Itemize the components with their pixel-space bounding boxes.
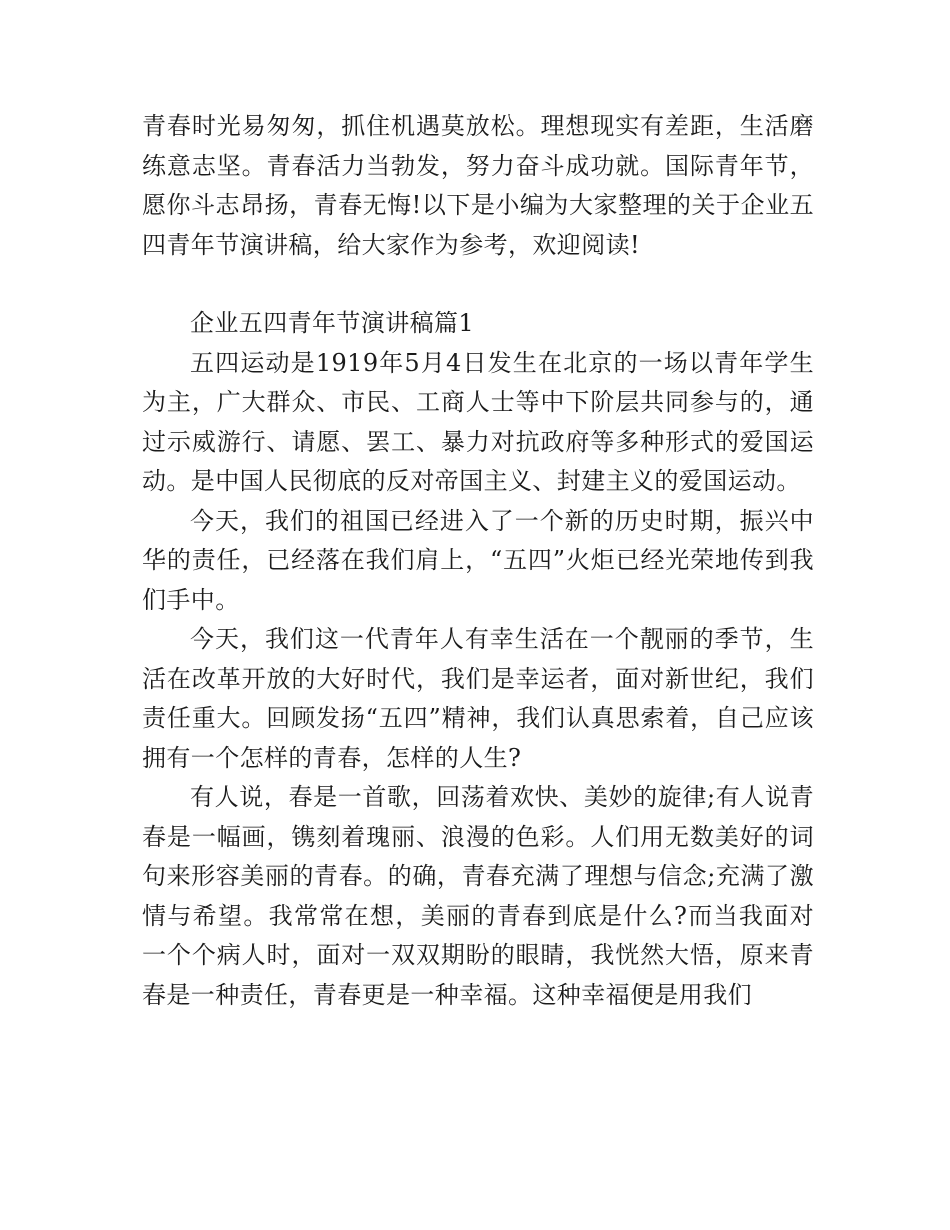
body-paragraph-1: 五四运动是1919年5月4日发生在北京的一场以青年学生为主，广大群众、市民、工商人士等中下阶层共同参与的，通过示威游行、请愿、罢工、暴力对抗政府等多种形式的爱国运动。是中国人民彻底的反对帝国主义、封建主义的爱国运动。 — [142, 348, 814, 495]
document-body — [142, 107, 814, 1015]
section-heading: 企业五四青年节演讲稿篇1 — [190, 309, 475, 337]
body-paragraph-3: 今天，我们这一代青年人有幸生活在一个靓丽的季节，生活在改革开放的大好时代，我们是幸运者，面对新世纪，我们责任重大。回顾发扬“五四”精神，我们认真思索着，自己应该拥有一个怎样的青春，怎样的人生? — [142, 625, 814, 772]
body-paragraph-4: 有人说，春是一首歌，回荡着欢快、美妙的旋律;有人说青春是一幅画，镌刻着瑰丽、浪漫的色彩。人们用无数美好的词句来形容美丽的青春。的确，青春充满了理想与信念;充满了激情与希望。我常常在想，美丽的青春到底是什么?而当我面对一个个病人时，面对一双双期盼的眼睛，我恍然大悟，原来青春是一种责任，青春更是一种幸福。这种幸福便是用我们 — [142, 783, 814, 1009]
body-paragraph-2: 今天，我们的祖国已经进入了一个新的历史时期，振兴中华的责任，已经落在我们肩上，“五四”火炬已经光荣地传到我们手中。 — [142, 506, 814, 614]
intro-paragraph: 青春时光易匆匆，抓住机遇莫放松。理想现实有差距，生活磨练意志坚。青春活力当勃发，努力奋斗成功就。国际青年节，愿你斗志昂扬，青春无悔!以下是小编为大家整理的关于企业五四青年节演讲稿，给大家作为参考，欢迎阅读! — [142, 112, 814, 259]
